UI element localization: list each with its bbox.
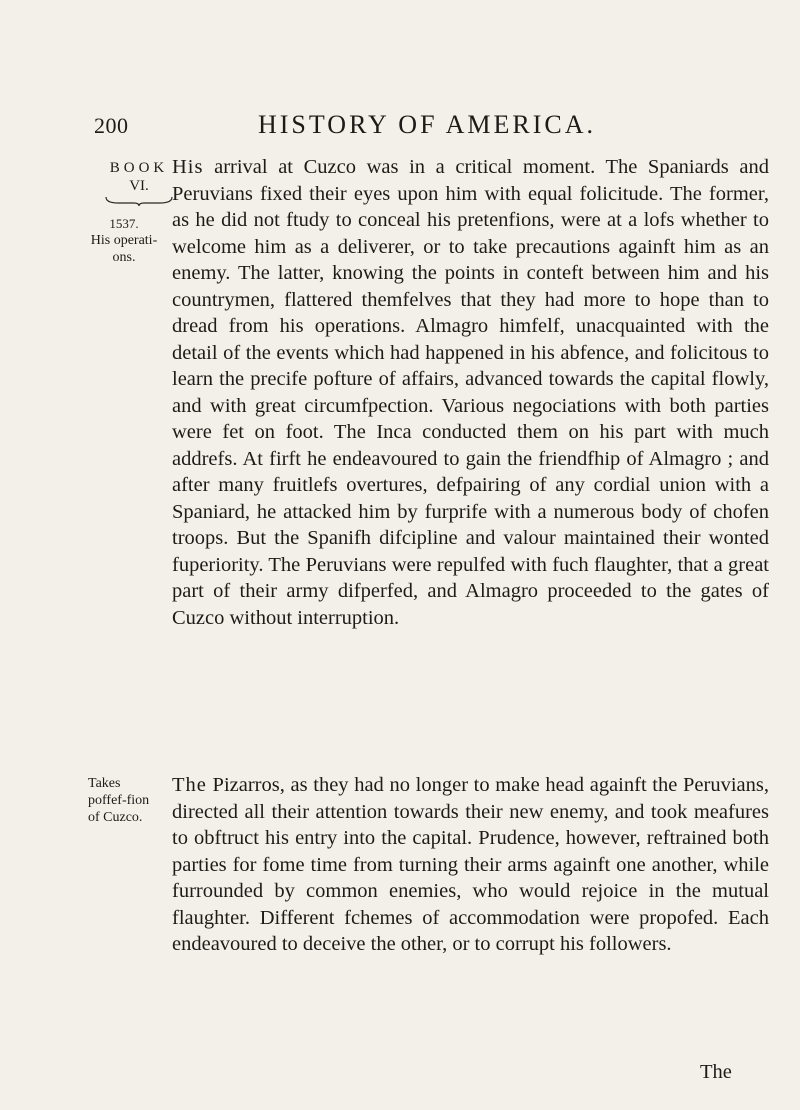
paragraph-1 — [172, 154, 769, 631]
catchword: The — [700, 1061, 732, 1083]
paragraph-1-text: arrival at Cuzco was in a critical moment. The Spaniards and Peruvians fixed their eyes upon him with equal folicitude. The former, as he did not ftudy to conceal his pretenfions, were at a lofs whether to welcome him as a deliverer, or to take precautions againft him as an enemy. The latter, knowing the points in conteft between him and his countrymen, flattered themfelves that they had more to hope than to dread from his operations. Almagro himfelf, unacquainted with the detail of the events which had happened in his abfence, and folicitous to learn the precife pofture of affairs, advanced towards the capital flowly, and with great circumfpection. Various negociations with both parties were fet on foot. The Inca conducted them on his part with much addrefs. At firft he endeavoured to gain the friendfhip of Almagro ; and after many fruitlefs overtures, defpairing of any cordial union with a Spaniard, he attacked him by furprife with a numerous body of chofen troops. But the Spanifh difcipline and valour maintained their wonted fuperiority. The Peruvians were repulfed with fuch flaughter, that a great part of their army difperfed, and Almagro proceeded to the gates of Cuzco without interruption. — [172, 156, 769, 629]
book-label — [104, 159, 174, 207]
page-number: 200 — [94, 113, 129, 138]
book-number: VI. — [129, 178, 149, 194]
margin-note-cuzco: Takes poffef-fion of Cuzco. — [88, 776, 150, 825]
paragraph-2-lead: The — [172, 774, 207, 796]
brace-ornament-icon — [104, 195, 174, 207]
margin-year: 1537. — [109, 216, 139, 231]
paragraph-2-text: Pizarros, as they had no longer to make head againft the Peruvians, directed all their attention towards their new enemy, and took meafures to obftruct his entry into the capital. Prudence, however, reftrained both parties for fome time from turning their arms againft one another, while furrounded by common enemies, who would rejoice in the mutual flaughter. Different fchemes of accommodation were propofed. Each endeavoured to deceive the other, or to corrupt his followers. — [172, 774, 769, 955]
running-title: HISTORY OF AMERICA. — [258, 110, 596, 139]
book-word: BOOK — [109, 160, 169, 176]
paragraph-1-lead: His — [172, 156, 204, 178]
margin-note-operations: His operati-ons. — [90, 233, 158, 265]
paragraph-2 — [172, 772, 769, 958]
